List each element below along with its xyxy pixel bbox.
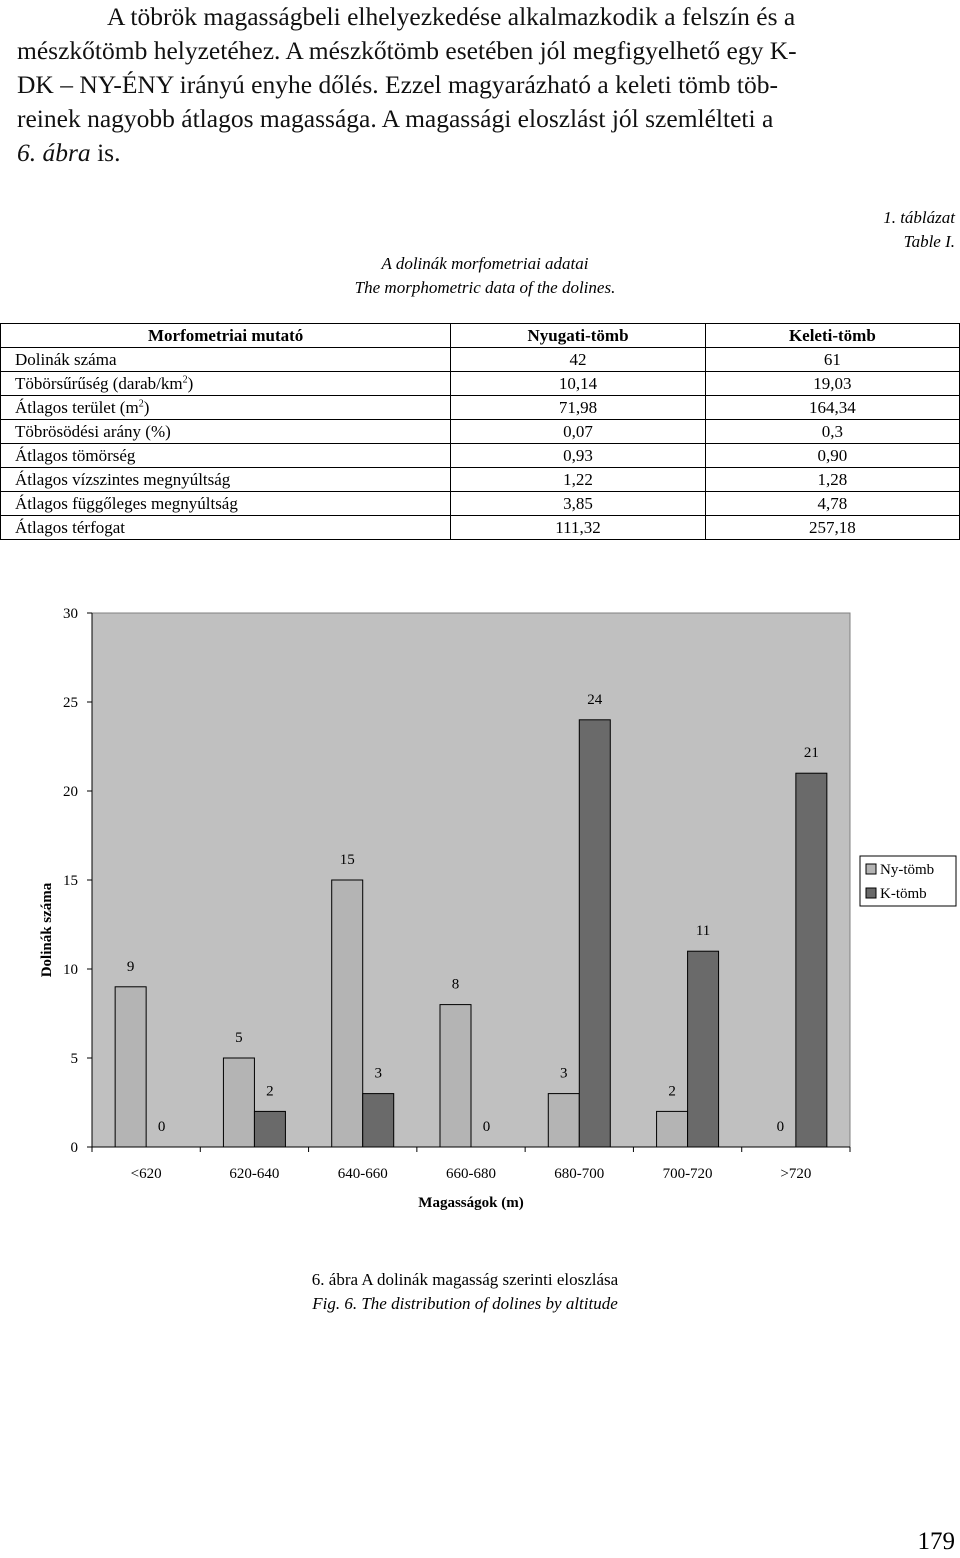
- data-label: 3: [560, 1065, 568, 1082]
- data-label: 3: [374, 1065, 382, 1082]
- row-label: Átlagos függőleges megnyúltság: [1, 492, 451, 516]
- data-label: 2: [668, 1083, 676, 1100]
- legend-label: K-tömb: [880, 886, 927, 902]
- y-tick-label: 20: [63, 784, 78, 800]
- row-west-value: 10,14: [451, 372, 705, 396]
- row-west-value: 71,98: [451, 396, 705, 420]
- paragraph-line-end: is.: [90, 138, 121, 167]
- x-tick-label: 700-720: [662, 1166, 713, 1182]
- header-indicator: Morfometriai mutató: [1, 324, 451, 348]
- row-east-value: 4,78: [705, 492, 959, 516]
- x-tick-label: >720: [780, 1166, 812, 1182]
- table-row: [1, 348, 960, 372]
- row-label: Átlagos tömörség: [1, 444, 451, 468]
- row-east-value: 0,90: [705, 444, 959, 468]
- caption-hu: 6. ábra A dolinák magasság szerinti eloszlása: [311, 1270, 619, 1289]
- bar-k-tomb: [796, 773, 827, 1147]
- bar-k-tomb: [254, 1111, 285, 1147]
- bar-ny-tomb: [548, 1094, 579, 1147]
- table-row: [1, 516, 960, 540]
- data-label: 8: [451, 976, 460, 993]
- bar-k-tomb: [363, 1094, 394, 1147]
- bar-ny-tomb: [223, 1058, 254, 1147]
- paragraph-line: mészkőtömb helyzetéhez. A mészkőtömb esetében jól megfigyelhető egy K-: [17, 36, 797, 65]
- table-title-hu: A dolinák morfometriai adatai: [381, 254, 589, 273]
- row-label: Töbörsűrűség $(darab/km^2)$: [1, 372, 451, 396]
- data-label: 15: [339, 852, 355, 868]
- data-label: 5: [235, 1030, 243, 1046]
- data-label: 9: [126, 958, 135, 975]
- x-tick-label: 680-700: [554, 1166, 605, 1182]
- header-east: Keleti-tömb: [705, 324, 959, 348]
- table-title: [270, 252, 700, 300]
- row-label: Átlagos terület $(m^2)$: [1, 396, 451, 420]
- row-label: Átlagos térfogat: [1, 516, 451, 540]
- figure-reference: 6. ábra: [17, 138, 91, 167]
- row-west-value: 0,93: [451, 444, 705, 468]
- data-label: 21: [803, 745, 819, 762]
- row-label: Dolinák száma: [1, 348, 451, 372]
- caption-en: Fig. 6. The distribution of dolines by altitude: [312, 1294, 618, 1313]
- y-tick-label: 0: [70, 1140, 78, 1156]
- bar-ny-tomb: [657, 1111, 688, 1147]
- bar-ny-tomb: [332, 880, 363, 1147]
- data-label: 0: [776, 1119, 785, 1135]
- table-row: [1, 396, 960, 420]
- legend-swatch: [866, 888, 876, 898]
- x-tick-label: 640-660: [337, 1166, 388, 1182]
- legend-label: Ny-tömb: [880, 862, 935, 878]
- row-west-value: 42: [451, 348, 705, 372]
- figure-caption: [250, 1268, 680, 1316]
- row-label: Töbrösödési arány (%): [1, 420, 451, 444]
- data-label: 2: [266, 1083, 274, 1100]
- table-row: [1, 468, 960, 492]
- table-title-en: The morphometric data of the dolines.: [354, 278, 616, 297]
- y-tick-label: 25: [63, 695, 78, 711]
- header-west: Nyugati-tömb: [451, 324, 705, 348]
- paragraph-line-last: [17, 136, 955, 170]
- x-axis-title: Magasságok (m): [418, 1195, 524, 1211]
- row-west-value: 111,32: [451, 516, 705, 540]
- bar-k-tomb: [579, 720, 610, 1147]
- row-east-value: 1,28: [705, 468, 959, 492]
- y-axis-title: Dolinák száma: [39, 882, 55, 978]
- body-paragraph: [17, 0, 955, 170]
- bar-ny-tomb: [115, 987, 146, 1147]
- x-tick-label: 620-640: [229, 1166, 280, 1182]
- y-tick-label: 15: [63, 873, 78, 889]
- data-label: 0: [157, 1119, 166, 1135]
- row-label: Átlagos vízszintes megnyúltság: [1, 468, 451, 492]
- paragraph-line: DK – NY-ÉNY irányú enyhe dőlés. Ezzel magyarázható a keleti tömb töb-: [17, 70, 778, 99]
- table-number-en: Table I.: [903, 232, 955, 251]
- table-row: [1, 444, 960, 468]
- row-east-value: 257,18: [705, 516, 959, 540]
- x-tick-label: 660-680: [446, 1166, 496, 1182]
- table-header-row: [1, 324, 960, 348]
- table-number-hu: 1. táblázat: [883, 208, 955, 227]
- table-row: [1, 372, 960, 396]
- paragraph-line: reinek nagyobb átlagos magassága. A magassági eloszlást jól szemlélteti a: [17, 104, 774, 133]
- morphometric-table: [0, 323, 960, 540]
- bar-k-tomb: [688, 951, 719, 1147]
- data-label: 11: [695, 923, 711, 940]
- table-row: [1, 492, 960, 516]
- table-number: [883, 206, 955, 254]
- table-row: [1, 420, 960, 444]
- row-east-value: 61: [705, 348, 959, 372]
- row-west-value: 1,22: [451, 468, 705, 492]
- page-number: 179: [917, 1528, 955, 1555]
- x-tick-label: <620: [130, 1166, 162, 1182]
- row-west-value: 3,85: [451, 492, 705, 516]
- data-label: 0: [482, 1119, 491, 1135]
- paragraph-line: A töbrök magasságbeli elhelyezkedése alkalmazkodik a felszín és a: [107, 2, 796, 31]
- row-east-value: 19,03: [705, 372, 959, 396]
- y-tick-label: 30: [63, 606, 78, 622]
- row-west-value: 0,07: [451, 420, 705, 444]
- row-east-value: 0,3: [705, 420, 959, 444]
- row-east-value: 164,34: [705, 396, 959, 420]
- data-label: 24: [587, 691, 603, 708]
- y-tick-label: 10: [63, 962, 78, 978]
- bar-ny-tomb: [440, 1005, 471, 1147]
- legend-swatch: [866, 864, 876, 874]
- y-tick-label: 5: [70, 1051, 78, 1067]
- altitude-bar-chart: [0, 590, 960, 1220]
